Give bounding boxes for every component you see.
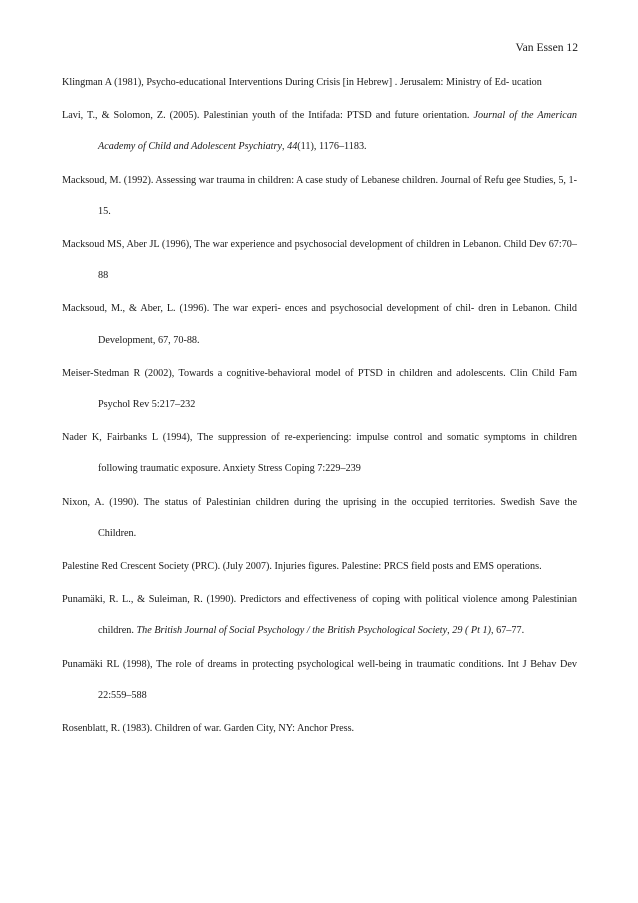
reference-journal: Journal of the American Academy of Child and Adolescent Psychiatry [98,110,578,153]
reference-text: Lavi, T., & Solomon, Z. (2005). Palestinian youth of the Intifada: PTSD and future orientation. [62,110,474,122]
reference-separator: , [447,625,453,637]
reference-entry [62,422,577,484]
reference-entry [62,165,577,227]
reference-entry [62,584,577,646]
reference-text: (11), 1176–1183. [297,141,367,153]
reference-entry [62,358,577,420]
reference-volume: 29 ( Pt 1) [452,625,492,637]
reference-text: Punamäki, R. L., & Suleiman, R. (1990). Predictors and effectiveness of coping with political violence among Palestinian children. [62,594,577,637]
reference-journal: The British Journal of Social Psychology / the British Psychological Society [136,625,448,637]
reference-text: Macksoud MS, Aber JL (1996), The war experience and psychosocial development of children in Lebanon. Child Dev 67:70–88 [62,239,577,282]
reference-entry [62,293,577,355]
reference-list [62,67,577,746]
reference-text: Palestine Red Crescent Society (PRC). (July 2007). Injuries figures. Palestine: PRCS field posts and EMS operations. [62,561,542,573]
reference-entry [62,100,577,162]
reference-text: Macksoud, M. (1992). Assessing war trauma in children: A case study of Lebanese children. Journal of Refu gee Studies, 5, 1-15. [62,174,577,217]
reference-entry [62,67,577,98]
reference-entry [62,229,577,291]
reference-text: , 67–77. [491,625,525,637]
reference-text: Klingman A (1981), Psycho-educational Interventions During Crisis [in Hebrew] . Jerusalem: Ministry of Ed- ucation [62,77,542,88]
running-head: Van Essen 12 [515,41,578,54]
reference-entry [62,551,577,582]
reference-text: Nader K, Fairbanks L (1994), The suppression of re-experiencing: impulse control and somatic symptoms in children following traumatic exposure. Anxiety Stress Coping 7:229–239 [62,432,577,475]
reference-volume: 44 [287,141,298,153]
reference-text: Rosenblatt, R. (1983). Children of war. Garden City, NY: Anchor Press. [62,723,355,735]
reference-text: Meiser-Stedman R (2002), Towards a cognitive-behavioral model of PTSD in children and adolescents. Clin Child Fam Psychol Rev 5:217–232 [62,367,577,411]
reference-separator: , [282,141,288,153]
reference-text: Punamäki RL (1998), The role of dreams in protecting psychological well-being in traumatic conditions. Int J Behav Dev 22:559–588 [62,658,577,701]
reference-entry [62,487,577,549]
reference-entry [62,713,577,744]
reference-entry [62,649,577,711]
reference-text: Macksoud, M., & Aber, L. (1996). The war experi- ences and psychosocial development of chil- dren in Lebanon. Child Development, 67, 70-88. [62,303,577,346]
reference-text: Nixon, A. (1990). The status of Palestinian children during the uprising in the occupied territories. Swedish Save the Children. [62,496,577,539]
